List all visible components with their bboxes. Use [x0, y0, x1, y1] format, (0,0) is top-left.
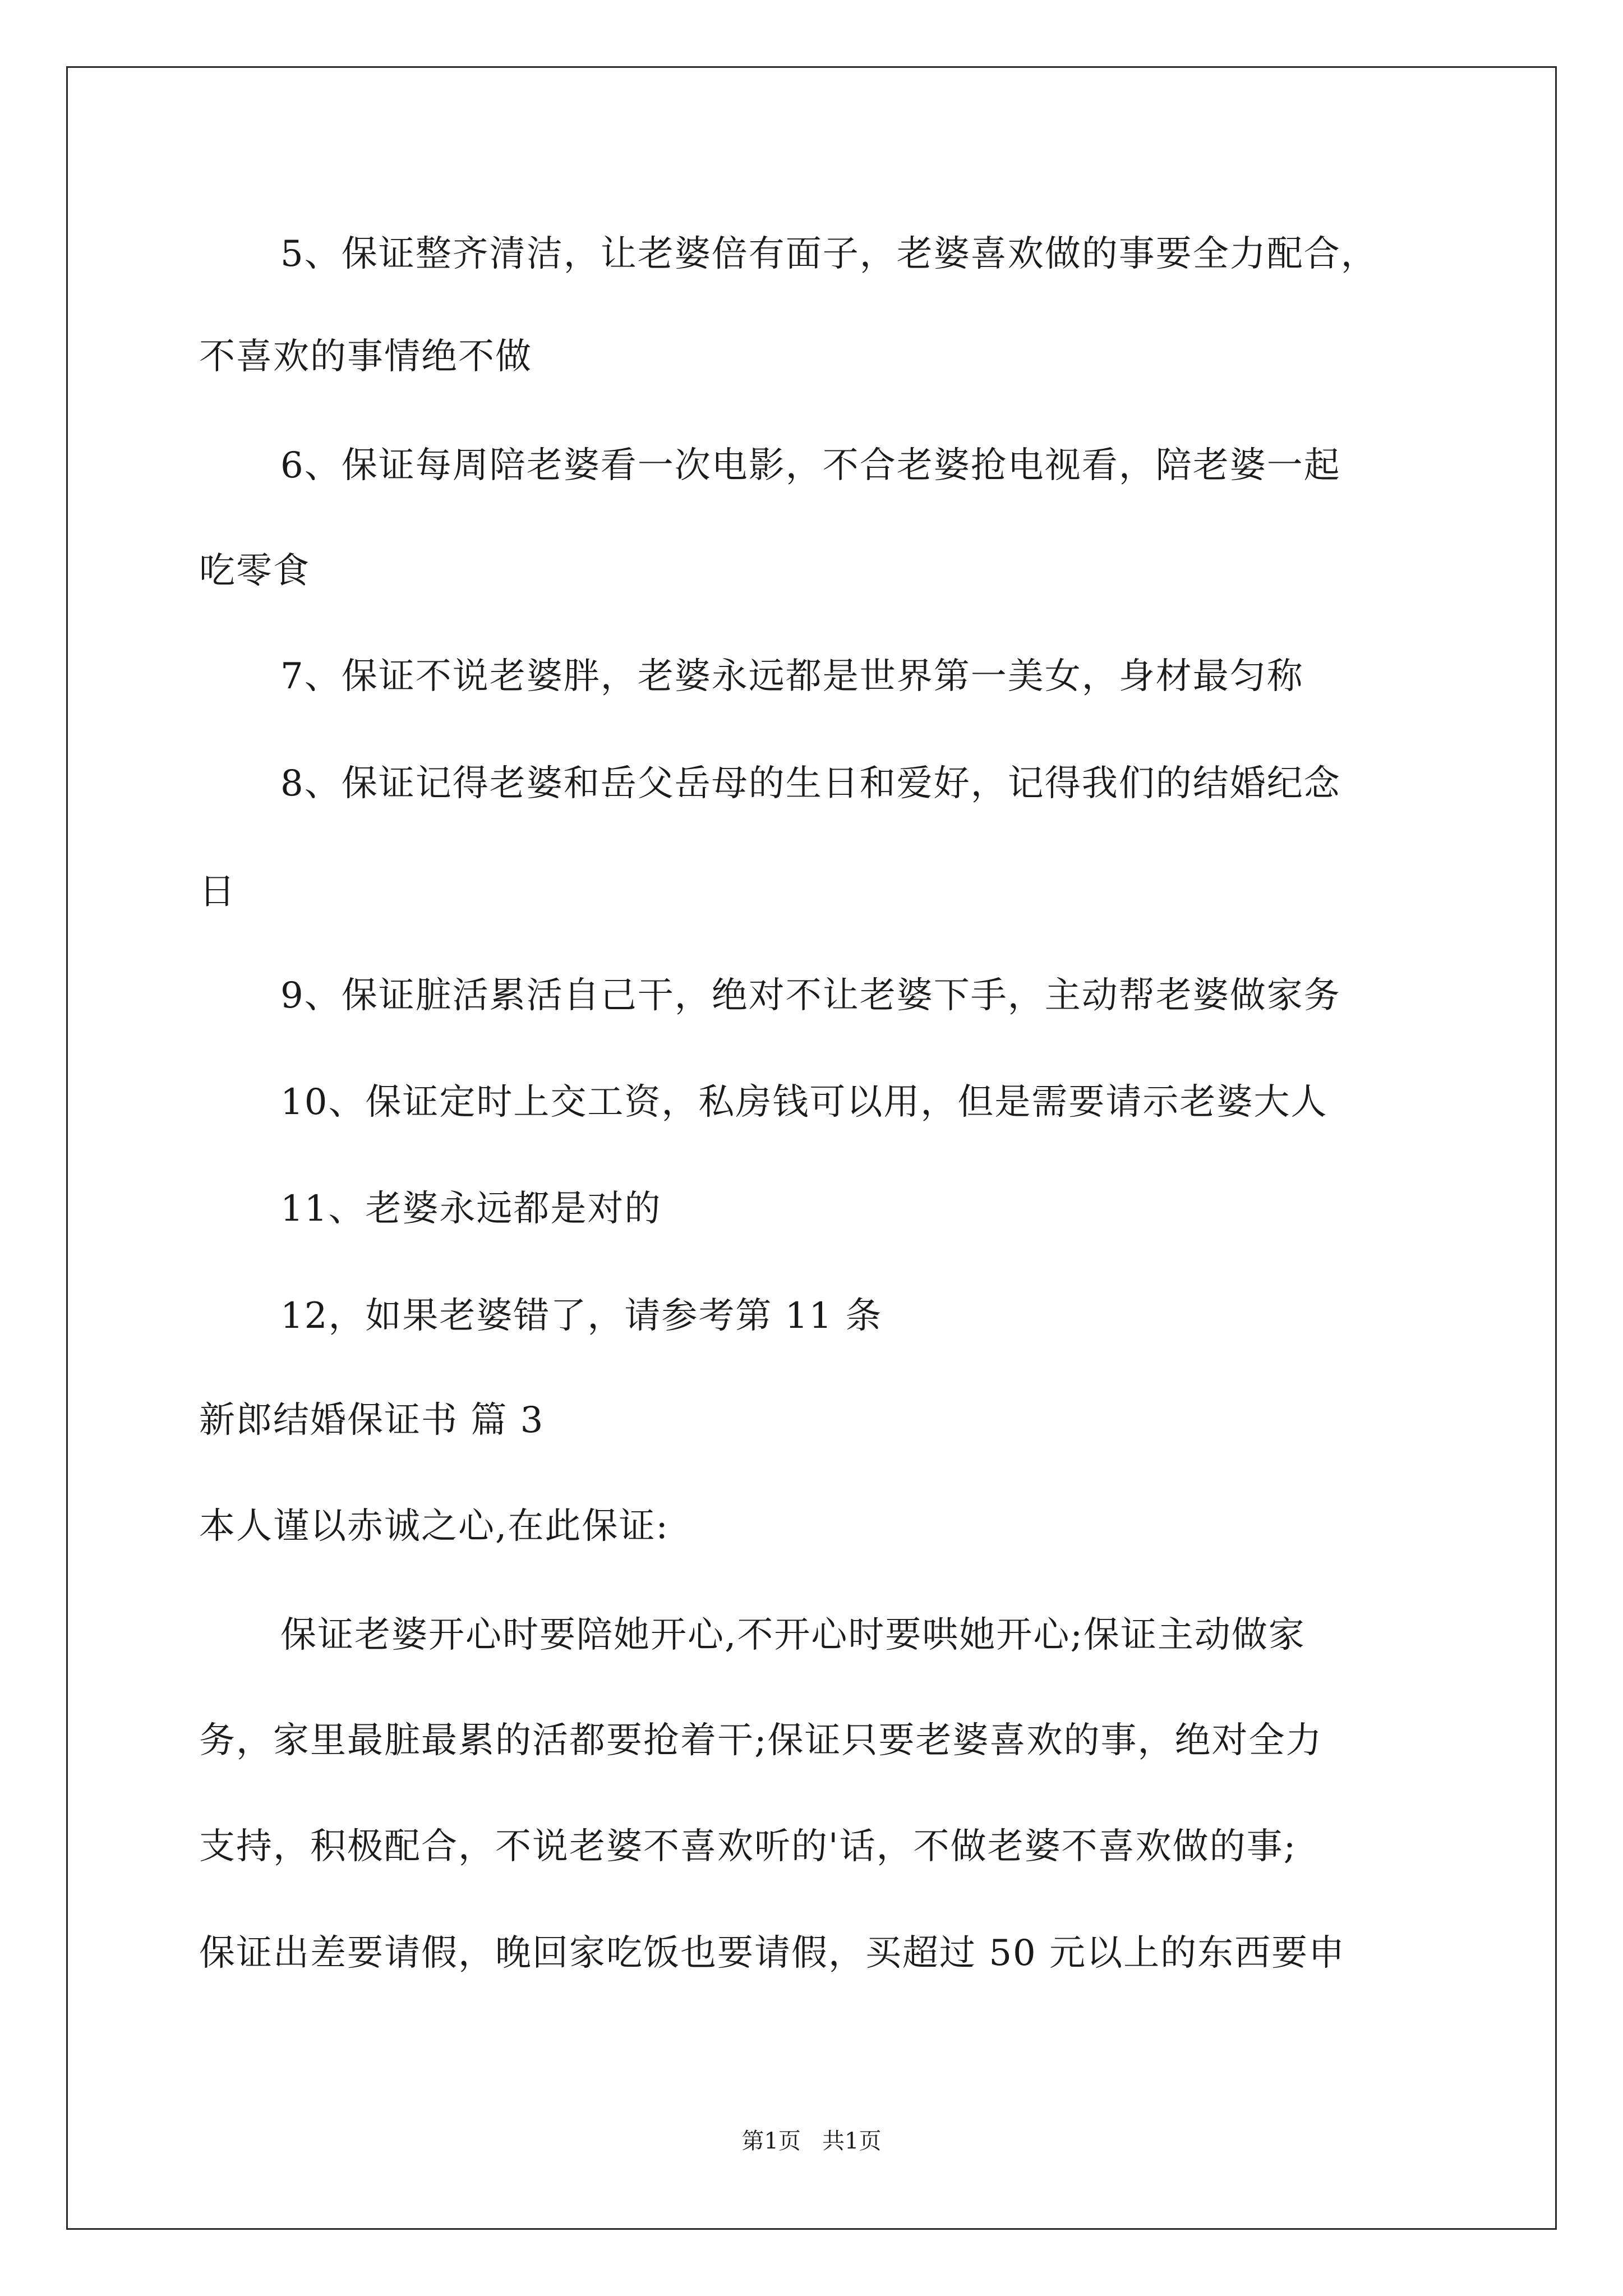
page-footer: 第1页 共1页 [741, 2128, 882, 2154]
paragraph-line: 本人谨以赤诚之心,在此保证: [199, 1506, 669, 1547]
paragraph-line: 5、保证整齐清洁，让老婆倍有面子，老婆喜欢做的事要全力配合， [280, 233, 1378, 275]
paragraph-line: 吃零食 [199, 550, 310, 592]
paragraph-line: 10、保证定时上交工资，私房钱可以用，但是需要请示老婆大人 [280, 1082, 1328, 1123]
paragraph-line: 保证老婆开心时要陪她开心,不开心时要哄她开心;保证主动做家 [280, 1614, 1306, 1656]
paragraph-line: 11、老婆永远都是对的 [280, 1188, 662, 1230]
paragraph-line: 不喜欢的事情绝不做 [199, 336, 532, 378]
section-heading: 新郎结婚保证书 篇 3 [199, 1400, 545, 1441]
paragraph-line: 务，家里最脏最累的活都要抢着干;保证只要老婆喜欢的事，绝对全力 [199, 1720, 1323, 1761]
paragraph-line: 9、保证脏活累活自己干，绝对不让老婆下手，主动帮老婆做家务 [280, 975, 1341, 1016]
paragraph-line: 12，如果老婆错了，请参考第 11 条 [280, 1295, 883, 1337]
paragraph-line: 7、保证不说老婆胖，老婆永远都是世界第一美女，身材最匀称 [280, 656, 1304, 697]
paragraph-line: 日 [199, 871, 236, 913]
paragraph-line: 支持，积极配合，不说老婆不喜欢听的'话，不做老婆不喜欢做的事; [199, 1826, 1297, 1867]
paragraph-line: 6、保证每周陪老婆看一次电影，不合老婆抢电视看，陪老婆一起 [280, 445, 1341, 486]
paragraph-line: 8、保证记得老婆和岳父岳母的生日和爱好，记得我们的结婚纪念 [280, 763, 1341, 804]
page-border [66, 66, 1557, 2230]
paragraph-line: 保证出差要请假，晚回家吃饭也要请假，买超过 50 元以上的东西要申 [199, 1932, 1346, 1974]
